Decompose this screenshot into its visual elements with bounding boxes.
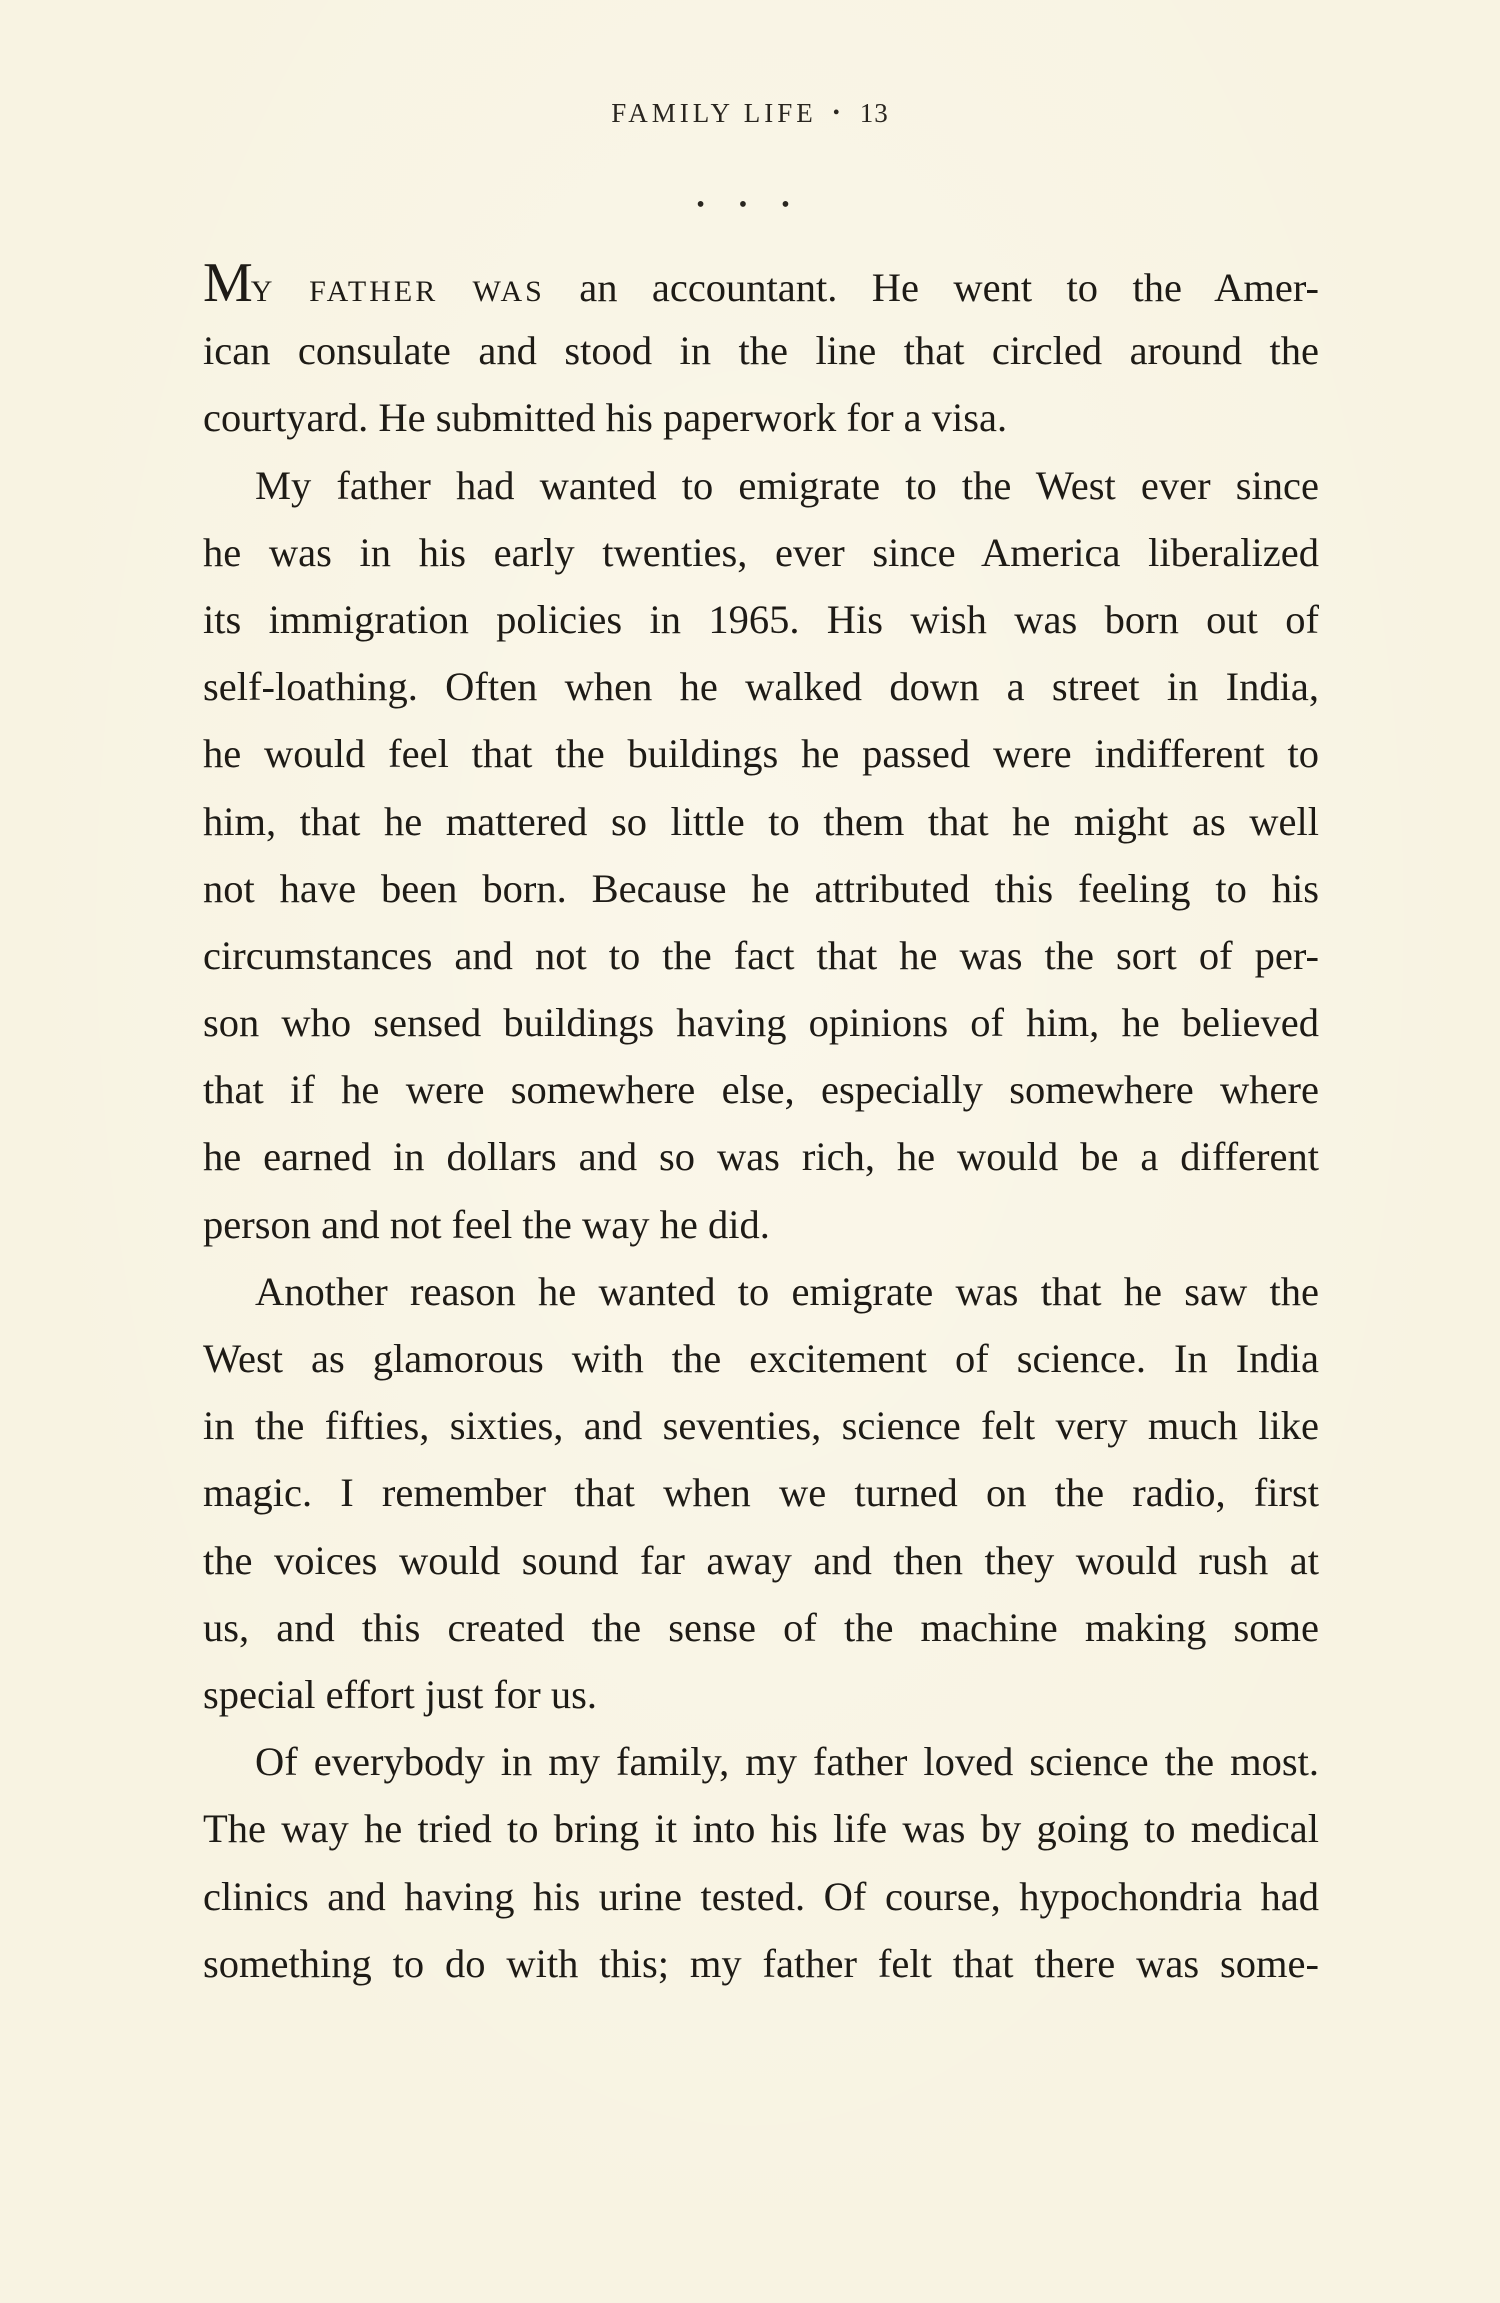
section-break: • • • bbox=[696, 192, 804, 218]
text-line: courtyard. He submitted his paperwork for a visa. bbox=[203, 395, 1008, 441]
text-line: Another reason he wanted to emigrate was that he saw the bbox=[255, 1268, 1319, 1314]
text-line: self-loathing. Often when he walked down a street in India, bbox=[203, 664, 1319, 710]
text-line-opening bbox=[203, 250, 1319, 317]
text-line: The way he tried to bring it into his life was by going to medical bbox=[203, 1806, 1319, 1852]
drop-cap: M bbox=[203, 252, 251, 314]
text-line: that if he were somewhere else, especially somewhere where bbox=[203, 1067, 1319, 1113]
text-line: not have been born. Because he attributed this feeling to his bbox=[203, 865, 1319, 911]
text-line: person and not feel the way he did. bbox=[203, 1201, 770, 1247]
text-line: him, that he mattered so little to them that he might as well bbox=[203, 798, 1319, 844]
text-line: he would feel that the buildings he passed were indifferent to bbox=[203, 731, 1319, 777]
text-line: ican consulate and stood in the line that circled around the bbox=[203, 328, 1319, 374]
text-line: he earned in dollars and so was rich, he would be a different bbox=[203, 1134, 1319, 1180]
text-line: Of everybody in my family, my father loved science the most. bbox=[255, 1739, 1319, 1785]
running-title: FAMILY LIFE bbox=[611, 98, 817, 128]
text-line: West as glamorous with the excitement of science. In India bbox=[203, 1336, 1319, 1381]
small-caps-lead: Y FATHER WAS bbox=[250, 275, 545, 308]
text-line: us, and this created the sense of the machine making some bbox=[203, 1604, 1319, 1650]
text-line: he was in his early twenties, ever since America liberalized bbox=[203, 529, 1319, 575]
body-text bbox=[203, 250, 1319, 1997]
opening-rest: an accountant. He went to the Amer- bbox=[579, 265, 1319, 310]
header-separator: • bbox=[832, 102, 844, 124]
page-number: 13 bbox=[859, 98, 889, 128]
text-line: its immigration policies in 1965. His wish was born out of bbox=[203, 596, 1319, 642]
text-line: special effort just for us. bbox=[203, 1671, 598, 1717]
running-head bbox=[0, 98, 1500, 129]
text-line: clinics and having his urine tested. Of course, hypochondria had bbox=[203, 1873, 1319, 1919]
text-line: My father had wanted to emigrate to the West ever since bbox=[255, 462, 1319, 508]
text-line: in the fifties, sixties, and seventies, science felt very much like bbox=[203, 1403, 1319, 1449]
text-line: magic. I remember that when we turned on the radio, first bbox=[203, 1470, 1319, 1516]
text-line: something to do with this; my father felt that there was some- bbox=[203, 1940, 1319, 1986]
text-line: the voices would sound far away and then they would rush at bbox=[203, 1537, 1319, 1583]
text-line: son who sensed buildings having opinions of him, he believed bbox=[203, 1000, 1319, 1046]
text-line: circumstances and not to the fact that he was the sort of per- bbox=[203, 932, 1319, 978]
